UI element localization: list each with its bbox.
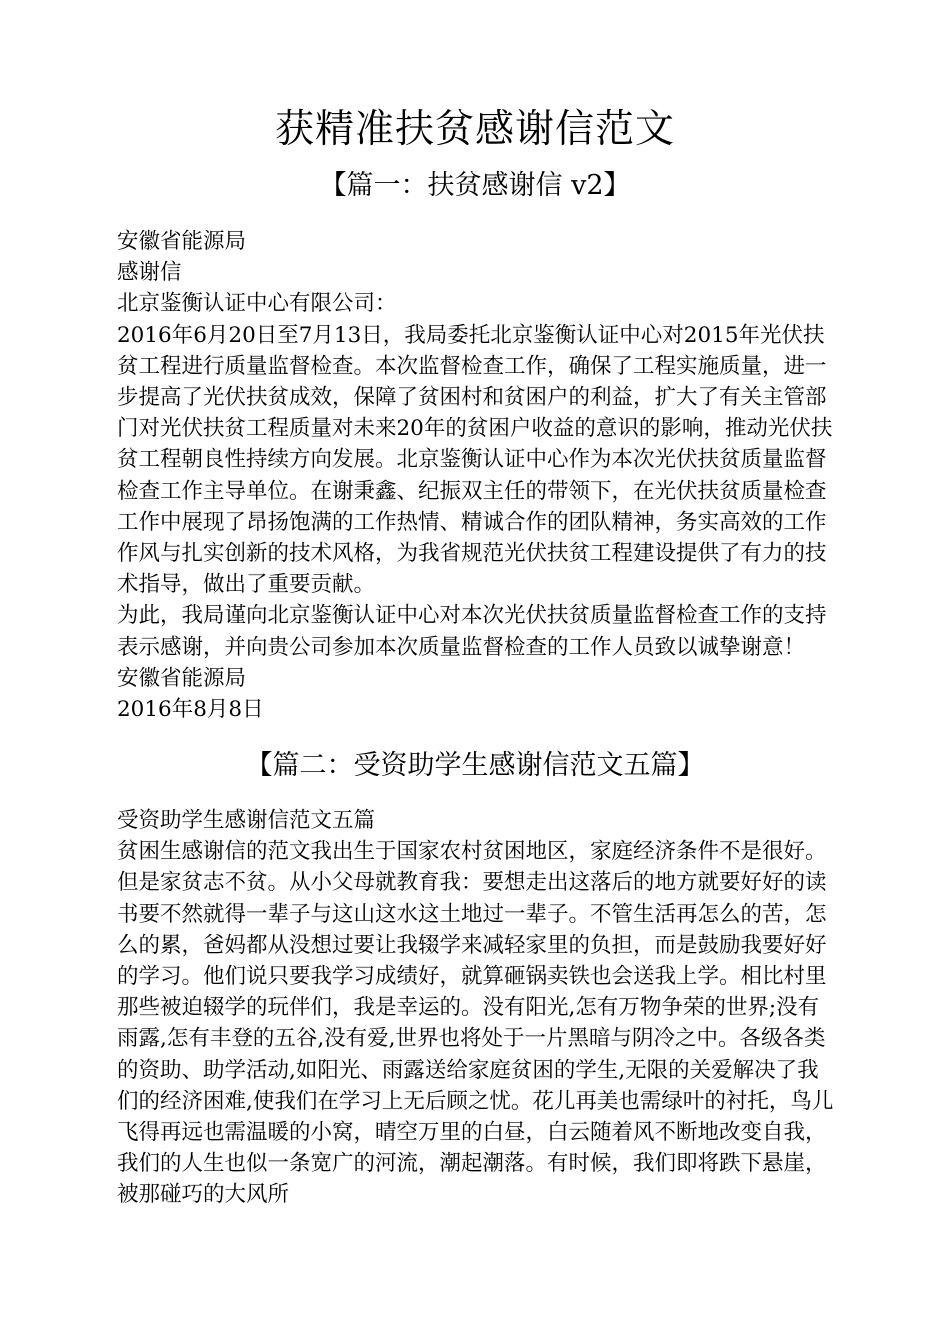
letter-title: 感谢信 bbox=[117, 260, 182, 286]
letter-signature: 安徽省能源局 bbox=[117, 665, 247, 691]
letter-body-paragraph: 为此，我局谨向北京鉴衡认证中心对本次光伏扶贫质量监督检查工作的支持表示感谢，并向贵公司参加本次质量监督检查的工作人员致以诚挚谢意！ bbox=[117, 603, 827, 660]
document-title: 获精准扶贫感谢信范文 bbox=[274, 107, 675, 152]
section-heading-1: 【篇一：扶贫感谢信 v2】 bbox=[319, 170, 631, 201]
section-heading-2: 【篇二：受资助学生感谢信范文五篇】 bbox=[245, 750, 705, 781]
section-subtitle: 受资助学生感谢信范文五篇 bbox=[117, 808, 376, 833]
section-body-1 bbox=[109, 226, 839, 725]
letter-body-paragraph: 贫困生感谢信的范文我出生于国家农村贫困地区，家庭经济条件不是很好。但是家贫志不贫。从小父母就教育我：要想走出这落后的地方就要好好的读书要不然就得一辈子与这山这水这土地过一辈子。不管生活再怎么的苦，怎么的累，爸妈都从没想过要让我辍学来减轻家里的负担，而是鼓励我要好好的学习。他们说只要我学习成绩好，就算砸锅卖铁也会送我上学。相比村里那些被迫辍学的玩伴们，我是幸运的。没有阳光,怎有万物争荣的世界;没有雨露,怎有丰登的五谷,没有爱,世界也将处于一片黑暗与阴冷之中。各级各类的资助、助学活动,如阳光、雨露送给家庭贫困的学生,无限的关爱解决了我们的经济困难,使我们在学习上无后顾之忧。花儿再美也需绿叶的衬托，鸟儿飞得再远也需温暖的小窝，晴空万里的白昼，白云随着风不断地改变自我，我们的人生也似一条宽广的河流，潮起潮落。有时候，我们即将跌下悬崖，被那碰巧的大风所 bbox=[117, 839, 834, 1208]
sender-name: 安徽省能源局 bbox=[117, 229, 247, 254]
letter-date: 2016年8月8日 bbox=[117, 697, 264, 723]
section-body-2 bbox=[109, 805, 839, 1211]
letter-recipient: 北京鉴衡认证中心有限公司： bbox=[117, 291, 397, 317]
letter-body-paragraph: 2016年6月20日至7月13日，我局委托北京鉴衡认证中心对2015年光伏扶贫工程进行质量监督检查。本次监督检查工作，确保了工程实施质量，进一步提高了光伏扶贫成效，保障了贫困村和贫困户的利益，扩大了有关主管部门对光伏扶贫工程质量对未来20年的贫困户收益的意识的影响，推动光伏扶贫工程朝良性持续方向发展。北京鉴衡认证中心作为本次光伏扶贫质量监督检查工作主导单位。在谢秉鑫、纪振双主任的带领下，在光伏扶贫质量检查工作中展现了昂扬饱满的工作热情、精诚合作的团队精神，务实高效的工作作风与扎实创新的技术风格，为我省规范光伏扶贫工程建设提供了有力的技术指导，做出了重要贡献。 bbox=[117, 322, 833, 598]
